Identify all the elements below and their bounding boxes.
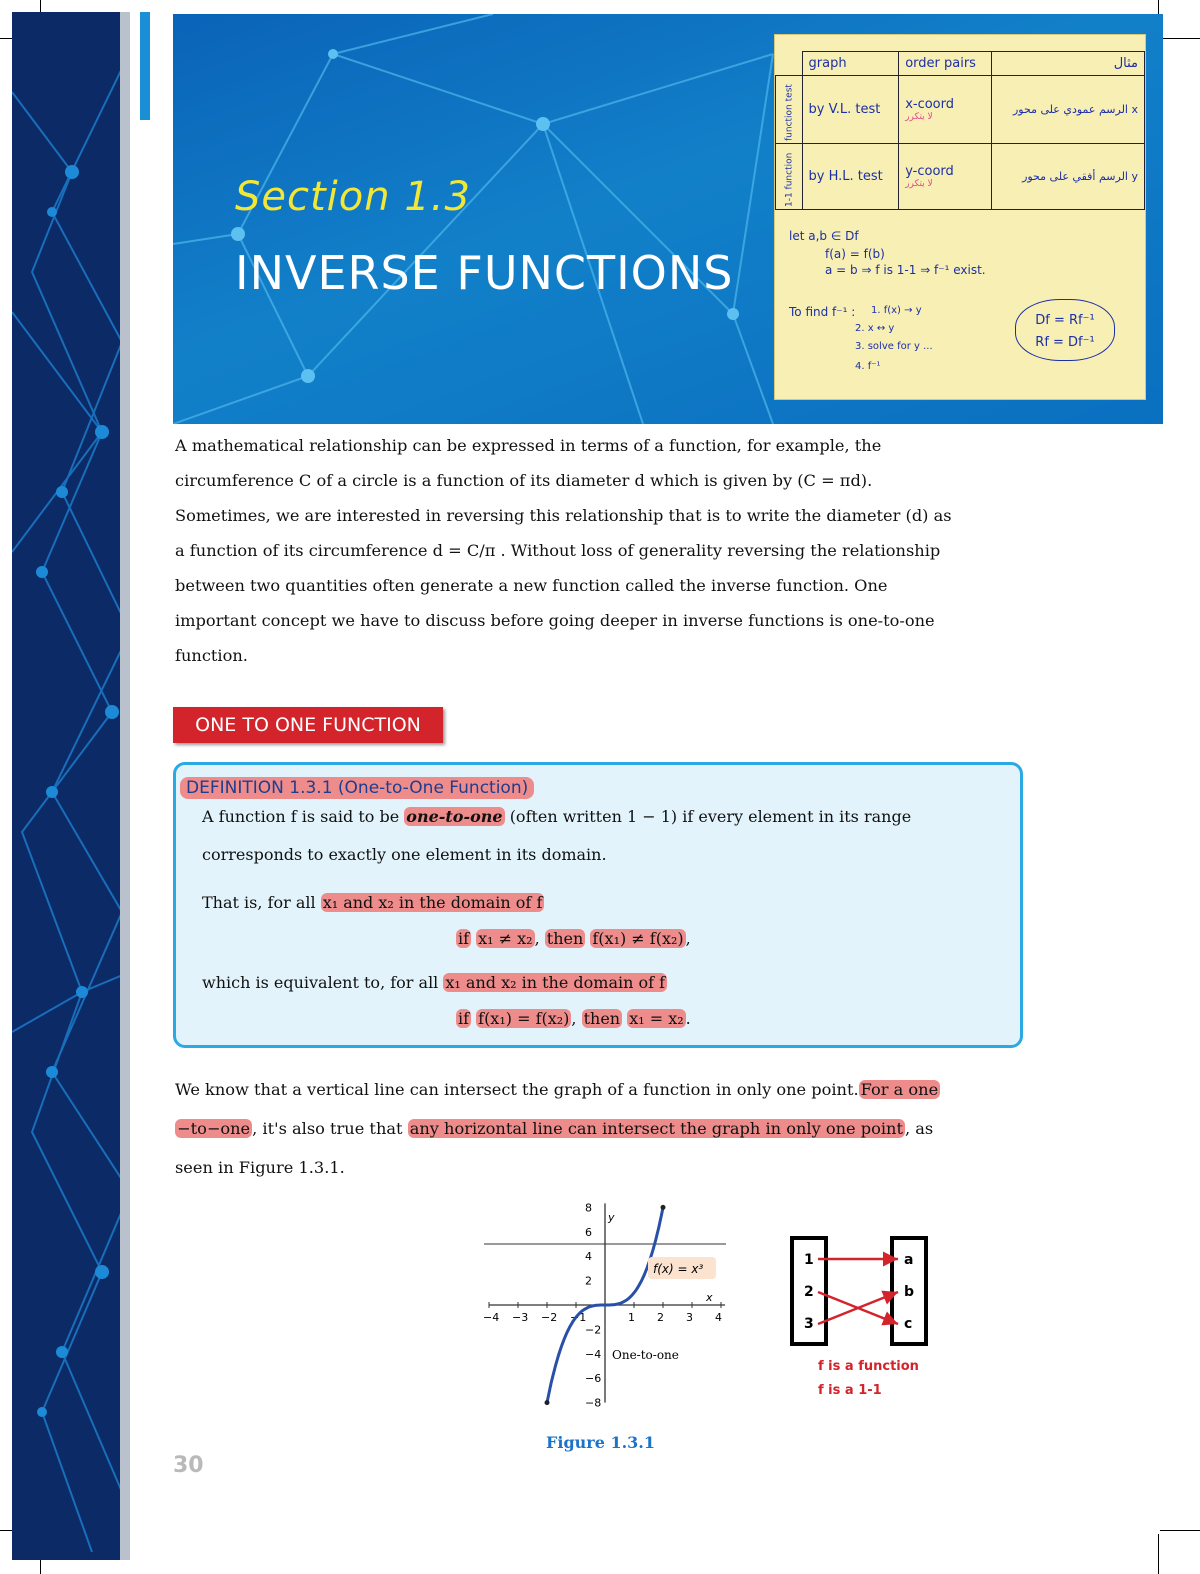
section-label: Section 1.3 bbox=[235, 174, 471, 220]
cubic-plot bbox=[470, 1195, 740, 1415]
note-let: let a,b ∈ Df bbox=[789, 229, 859, 243]
para-text: We know that a vertical line can intersect the graph of a function in only one point. bbox=[175, 1080, 859, 1099]
definition-highlight: x₁ ≠ x₂ bbox=[478, 929, 533, 948]
x-tick-label: 2 bbox=[657, 1311, 664, 1324]
note-row2-side: 1-1 function bbox=[776, 144, 803, 210]
note-find-step: 1. f(x) → y bbox=[871, 305, 922, 316]
range-element: b bbox=[904, 1284, 915, 1300]
definition-line bbox=[202, 893, 544, 912]
para-line: seen in Figure 1.3.1. bbox=[175, 1158, 345, 1177]
mapping-svg bbox=[788, 1232, 948, 1402]
y-tick-label: −4 bbox=[585, 1347, 602, 1361]
note-header-arabic: مثال bbox=[992, 52, 1145, 76]
mapping-note: f is a 1-1 bbox=[818, 1383, 882, 1398]
para-highlight: For a one bbox=[860, 1080, 939, 1099]
page-number: 30 bbox=[173, 1453, 204, 1478]
note-cloud bbox=[1015, 299, 1115, 361]
note-row1-side: function test bbox=[776, 76, 803, 144]
x-axis-label: x bbox=[706, 1291, 713, 1304]
note-row1-arabic: الرسم عمودي على محور x bbox=[992, 76, 1145, 144]
note-header-pairs: order pairs bbox=[899, 52, 992, 76]
decorative-sidebar bbox=[12, 12, 130, 1560]
note-cloud-line: Df = Rf⁻¹ bbox=[1035, 313, 1095, 328]
definition-highlight: x₁ and x₂ in the domain of f bbox=[445, 973, 666, 992]
graph-label: One-to-one bbox=[612, 1348, 679, 1362]
crop-mark bbox=[1160, 38, 1200, 39]
para-line bbox=[175, 1109, 1025, 1148]
domain-element: 2 bbox=[804, 1284, 814, 1300]
definition-highlight: f(x₁) = f(x₂) bbox=[478, 1009, 570, 1028]
note-find-step: 4. f⁻¹ bbox=[855, 361, 881, 372]
y-tick-label: −8 bbox=[585, 1396, 602, 1410]
y-tick-label: −6 bbox=[585, 1372, 602, 1386]
note-cloud-line: Rf = Df⁻¹ bbox=[1035, 335, 1095, 350]
x-tick-label: −4 bbox=[483, 1311, 500, 1324]
x-tick-label: 1 bbox=[628, 1311, 635, 1324]
intro-line: A mathematical relationship can be expressed in terms of a function, for example, the bbox=[175, 436, 882, 455]
chapter-title: INVERSE FUNCTIONS bbox=[235, 246, 734, 300]
definition-text: which is equivalent to, for all bbox=[202, 973, 439, 992]
definition-line: if f(x₁) = f(x₂) , then x₁ = x₂ . bbox=[458, 1009, 691, 1028]
note-find-step: 3. solve for y ... bbox=[855, 341, 933, 352]
note-row1-graph: by V.L. test bbox=[802, 76, 899, 144]
para-highlight: −to−one bbox=[177, 1119, 251, 1138]
note-row2-pairs bbox=[899, 144, 992, 210]
note-row1-pairs-text: x-coord bbox=[905, 97, 954, 112]
definition-highlight: then bbox=[546, 929, 584, 948]
range-element: c bbox=[904, 1316, 913, 1332]
definition-text: A function f is said to be bbox=[202, 807, 400, 826]
domain-element: 1 bbox=[804, 1252, 814, 1268]
subsection-badge: ONE TO ONE FUNCTION bbox=[173, 707, 443, 743]
definition-text: (often written 1 − 1) if every element in its range bbox=[509, 807, 912, 826]
crop-mark bbox=[1158, 1534, 1159, 1574]
para-highlight: any horizontal line can intersect the graph in only one point bbox=[409, 1119, 903, 1138]
note-pink-text: لا يتكرر bbox=[905, 112, 933, 122]
network-pattern bbox=[12, 12, 130, 1560]
intro-line: circumference C of a circle is a function of its diameter d which is given by (C = πd). bbox=[175, 471, 873, 490]
crop-mark bbox=[1160, 1530, 1200, 1531]
x-tick-label: −2 bbox=[541, 1311, 558, 1324]
function-label: f(x) = x³ bbox=[653, 1262, 704, 1276]
note-row1-pairs bbox=[899, 76, 992, 144]
cubic-graph bbox=[470, 1195, 740, 1415]
note-header-graph: graph bbox=[802, 52, 899, 76]
y-axis-label: y bbox=[608, 1211, 615, 1224]
y-tick-label: −2 bbox=[585, 1323, 602, 1337]
definition-highlight: x₁ and x₂ in the domain of f bbox=[322, 893, 543, 912]
curve-endpoint bbox=[661, 1205, 666, 1210]
mapping-diagram bbox=[788, 1232, 948, 1402]
definition-title: DEFINITION 1.3.1 (One-to-One Function) bbox=[180, 777, 534, 799]
note-table bbox=[775, 51, 1145, 210]
note-cond1: f(a) = f(b) bbox=[825, 247, 885, 261]
definition-highlight: if bbox=[458, 929, 470, 948]
x-tick-label: 3 bbox=[686, 1311, 693, 1324]
note-find-step: 2. x ↔ y bbox=[855, 323, 895, 334]
intro-line: important concept we have to discuss before going deeper in inverse functions is one-to-one bbox=[175, 611, 935, 630]
figure-caption: Figure 1.3.1 bbox=[546, 1433, 655, 1452]
intro-line: Sometimes, we are interested in reversing this relationship that is to write the diameter (d) as bbox=[175, 506, 952, 525]
definition-highlight: x₁ = x₂ bbox=[629, 1009, 684, 1028]
domain-element: 3 bbox=[804, 1316, 814, 1332]
definition-highlight: f(x₁) ≠ f(x₂) bbox=[592, 929, 684, 948]
definition-box bbox=[173, 762, 1023, 1048]
definition-term: one-to-one bbox=[406, 807, 503, 826]
para-text: , it's also true that bbox=[252, 1119, 403, 1138]
y-tick-label: 8 bbox=[585, 1201, 592, 1215]
definition-line: corresponds to exactly one element in its domain. bbox=[202, 845, 607, 864]
definition-line bbox=[202, 973, 667, 992]
definition-highlight: then bbox=[583, 1009, 621, 1028]
x-tick-label: 4 bbox=[715, 1311, 722, 1324]
intro-line: a function of its circumference d = C/π . Without loss of generality reversing the relationship bbox=[175, 541, 941, 560]
y-tick-label: 6 bbox=[585, 1225, 592, 1239]
top-accent-strip bbox=[140, 12, 150, 120]
mapping-note: f is a function bbox=[818, 1359, 919, 1374]
para-text: , as bbox=[904, 1119, 934, 1138]
definition-line bbox=[202, 807, 911, 826]
sidebar-edge bbox=[120, 12, 130, 1560]
note-row2-graph: by H.L. test bbox=[802, 144, 899, 210]
para-line bbox=[175, 1070, 1025, 1109]
note-find-title: To find f⁻¹ : bbox=[789, 305, 856, 319]
note-row2-pairs-text: y-coord bbox=[905, 164, 954, 179]
handwritten-note bbox=[774, 34, 1146, 400]
x-tick-label: −3 bbox=[512, 1311, 529, 1324]
x-tick-label: −1 bbox=[570, 1311, 587, 1324]
note-cond2: a = b ⇒ f is 1-1 ⇒ f⁻¹ exist. bbox=[825, 263, 986, 277]
note-row2-arabic: الرسم أفقي على محور y bbox=[992, 144, 1145, 210]
definition-highlight: if bbox=[458, 1009, 470, 1028]
intro-line: between two quantities often generate a new function called the inverse function. One bbox=[175, 576, 888, 595]
definition-text: That is, for all bbox=[202, 893, 316, 912]
intro-paragraph bbox=[175, 428, 1025, 673]
y-tick-label: 4 bbox=[585, 1250, 592, 1264]
curve-endpoint bbox=[545, 1400, 550, 1405]
definition-line: if x₁ ≠ x₂ , then f(x₁) ≠ f(x₂) , bbox=[458, 929, 691, 948]
note-pink-text: لا يتكرر bbox=[905, 179, 933, 189]
y-tick-label: 2 bbox=[585, 1274, 592, 1288]
horizontal-line-paragraph bbox=[175, 1070, 1025, 1187]
intro-line: function. bbox=[175, 646, 248, 665]
range-element: a bbox=[904, 1252, 914, 1268]
